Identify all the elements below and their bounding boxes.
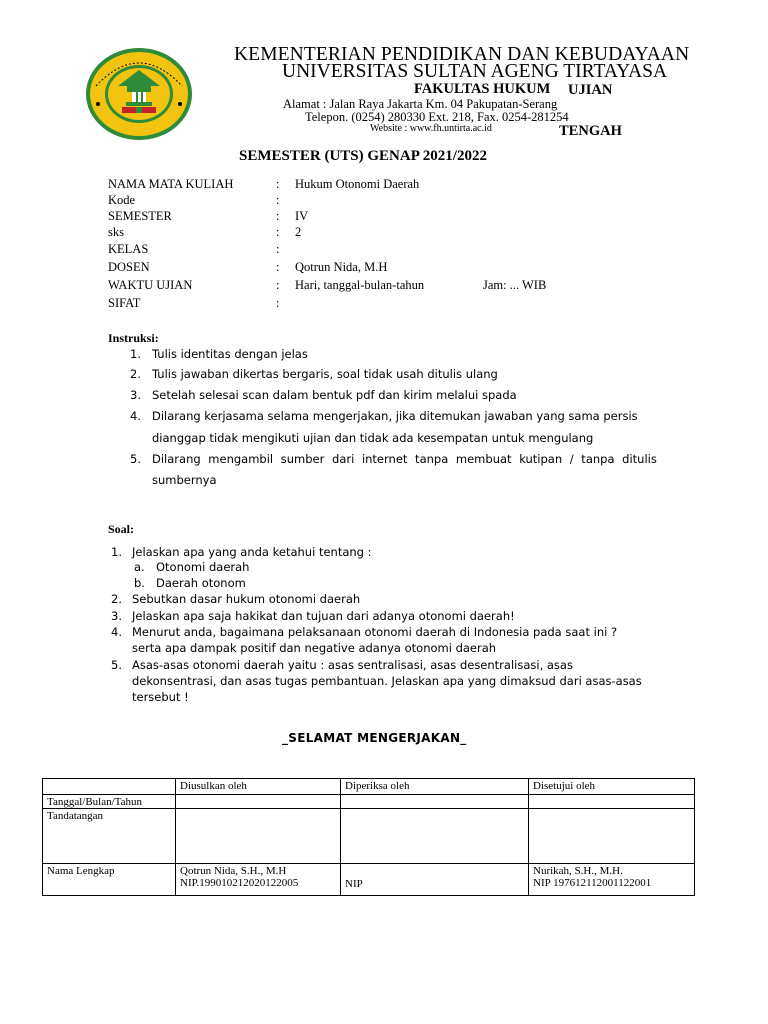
question-number: 3. [111,609,122,623]
info-row [0,225,768,242]
instruction-heading: Instruksi: [108,331,159,345]
date-cell[interactable] [529,795,695,809]
info-colon: : [276,225,280,239]
table-row [43,779,695,795]
list-item-continuation: dianggap tidak mengikuti ujian dan tidak ada kesempatan untuk mengulang [152,431,594,445]
info-row [0,177,768,194]
info-row [0,296,768,313]
university-name: UNIVERSITAS SULTAN AGENG TIRTAYASA [282,61,668,82]
university-logo [84,46,194,142]
closing-text: _SELAMAT MENGERJAKAN_ [282,731,467,745]
subquestion-text: Daerah otonom [156,576,246,590]
signature-cell[interactable] [529,809,695,864]
info-colon: : [276,242,280,256]
approval-table [42,778,695,896]
info-row [0,260,768,277]
approver-cell [529,864,695,896]
info-colon: : [276,177,280,191]
proposer-nip: NIP.199010212020122005 [180,877,299,889]
subquestion-letter: a. [134,560,145,574]
info-row [0,278,768,295]
row-label-signature: Tandatangan [43,809,176,864]
table-row [43,809,695,864]
question-number: 1. [111,545,122,559]
info-label: DOSEN [108,260,150,274]
info-row [0,209,768,226]
list-item: Dilarang mengambil sumber dari internet tanpa membuat kutipan / tanpa ditulis [152,452,657,466]
question-text: Asas-asas otonomi daerah yaitu : asas sentralisasi, asas desentralisasi, asas [132,658,573,672]
info-value: Qotrun Nida, M.H [295,260,388,274]
table-row [43,795,695,809]
table-header: Diperiksa oleh [341,779,529,795]
question-number: 5. [111,658,122,672]
list-number: 1. [130,347,141,361]
table-header: Disetujui oleh [529,779,695,795]
info-label: sks [108,225,124,239]
info-row [0,242,768,259]
question-text: Jelaskan apa saja hakikat dan tujuan dari adanya otonomi daerah! [132,609,515,623]
info-value: IV [295,209,309,223]
exam-title-part1: UJIAN [568,82,613,98]
list-item: Tulis jawaban dikertas bergaris, soal tidak usah ditulis ulang [152,367,498,381]
subquestion-letter: b. [134,576,145,590]
info-value: 2 [295,225,302,239]
question-text: Sebutkan dasar hukum otonomi daerah [132,592,361,606]
info-label: NAMA MATA KULIAH [108,177,234,191]
date-cell[interactable] [176,795,341,809]
info-label: SIFAT [108,296,141,310]
signature-cell[interactable] [176,809,341,864]
list-number: 3. [130,388,141,402]
list-number: 5. [130,452,141,466]
table-row [43,864,695,896]
info-colon: : [276,193,280,207]
info-colon: : [276,296,280,310]
info-label: SEMESTER [108,209,172,223]
signature-cell[interactable] [341,809,529,864]
info-colon: : [276,278,280,292]
list-item: Dilarang kerjasama selama mengerjakan, jika ditemukan jawaban yang sama persis [152,409,638,423]
proposer-name: Qotrun Nida, S.H., M.H [180,865,287,877]
question-text: Menurut anda, bagaimana pelaksanaan otonomi daerah di Indonesia pada saat ini ? [132,625,618,639]
question-number: 4. [111,625,122,639]
ministry-name: KEMENTERIAN PENDIDIKAN DAN KEBUDAYAAN [234,44,690,65]
faculty-name: FAKULTAS HUKUM [414,81,551,97]
info-row [0,193,768,210]
checker-cell [341,864,529,896]
row-label-name: Nama Lengkap [43,864,176,896]
list-item-continuation: sumbernya [152,473,217,487]
row-label-date: Tanggal/Bulan/Tahun [43,795,176,809]
info-label: KELAS [108,242,149,256]
list-item: Setelah selesai scan dalam bentuk pdf dan kirim melalui spada [152,388,517,402]
question-text-continuation: dekonsentrasi, dan asas tugas pembantuan. Jelaskan apa yang dimaksud dari asas-asas [132,674,642,688]
address-line: Alamat : Jalan Raya Jakarta Km. 04 Pakupatan-Serang [283,97,558,111]
info-colon: : [276,209,280,223]
exam-title: SEMESTER (UTS) GENAP 2021/2022 [239,148,487,164]
checker-nip: NIP [345,878,363,890]
table-cell [43,779,176,795]
info-label: WAKTU UJIAN [108,278,193,292]
question-number: 2. [111,592,122,606]
list-number: 4. [130,409,141,423]
list-number: 2. [130,367,141,381]
checker-name [345,865,524,878]
info-colon: : [276,260,280,274]
approver-nip: NIP 197612112001122001 [533,877,652,889]
question-text-continuation: serta apa dampak positif dan negative adanya otonomi daerah [132,641,497,655]
list-item: Tulis identitas dengan jelas [152,347,308,361]
exam-time: Jam: ... WIB [483,278,547,292]
website-line: Website : www.fh.untirta.ac.id [370,123,492,134]
table-header: Diusulkan oleh [176,779,341,795]
info-value: Hari, tanggal-bulan-tahun [295,278,425,292]
question-text: Jelaskan apa yang anda ketahui tentang : [132,545,372,559]
subquestion-text: Otonomi daerah [156,560,250,574]
question-text-continuation: tersebut ! [132,690,189,704]
info-value: Hukum Otonomi Daerah [295,177,420,191]
questions-heading: Soal: [108,522,135,536]
approver-name: Nurikah, S.H., M.H. [533,865,623,877]
exam-title-part2: TENGAH [559,123,622,139]
proposer-cell [176,864,341,896]
phone-line: Telepon. (0254) 280330 Ext. 218, Fax. 0254-281254 [305,110,569,124]
info-label: Kode [108,193,136,207]
date-cell[interactable] [341,795,529,809]
